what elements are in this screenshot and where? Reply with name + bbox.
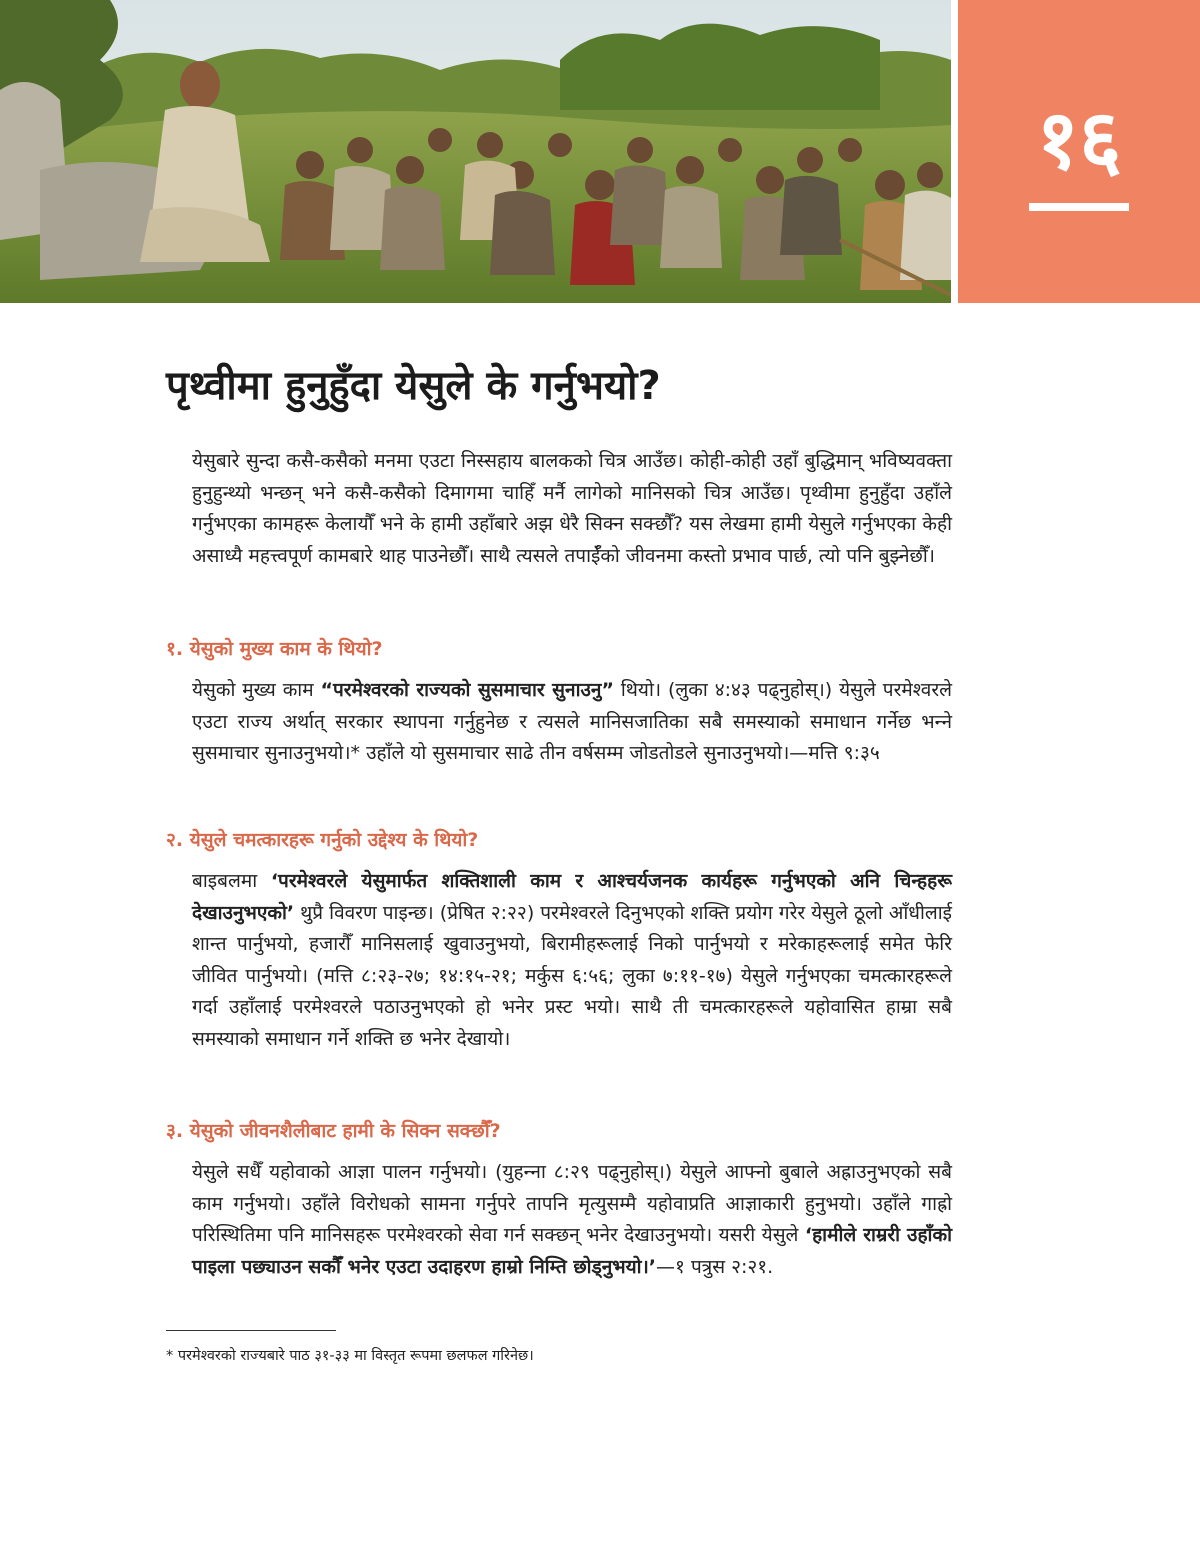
paragraph-text: येसुले सधैँ यहोवाको आज्ञा पालन गर्नुभयो। (युहन्‍ना ८:२९ पढ्नुहोस्।) येसुले आफ्नो बुबाले अह्राउनुभएको सबै काम गर्नुभयो। उहाँले विरोधको सामना गर्नुपरे तापनि मृत्युसम्मै यहोवाप्रति आज्ञाकारी हुनुभयो। उहाँले गाह्रो परिस्थितिमा पनि मानिसहरू परमेश्‍वरको सेवा गर्न सक्छन् भनेर देखाउनुभयो। यसरी येसुले	[192, 1161, 952, 1246]
paragraph-text: बाइबलमा	[192, 870, 271, 892]
intro-paragraph: येसुबारे सुन्दा कसै-कसैको मनमा एउटा निस्सहाय बालकको चित्र आउँछ। कोही-कोही उहाँ बुद्धिमान् भविष्यवक्ता हुनुहुन्थ्यो भन्छन् भने कसै-कसैको दिमागमा चाहिँ मर्नै लागेको मानिसको चित्र आउँछ। पृथ्वीमा हुनुहुँदा उहाँले गर्नुभएका कामहरू केलायौँ भने के हामी उहाँबारे अझ धेरै सिक्न सक्छौँ? यस लेखमा हामी येसुले गर्नुभएका केही असाध्यै महत्त्वपूर्ण कामबारे थाह पाउनेछौँ। साथै त्यसले तपाईँको जीवनमा कस्तो प्रभाव पार्छ, त्यो पनि बुझ्नेछौँ।	[192, 450, 952, 567]
lesson-badge	[958, 0, 1200, 303]
section-paragraph-3	[192, 1157, 952, 1283]
question-heading-2: २. येसुले चमत्कारहरू गर्नुको उद्देश्‍य के थियो?	[166, 829, 479, 851]
paragraph-text: येसुको मुख्य काम	[192, 679, 321, 701]
lesson-underline	[1029, 203, 1129, 211]
hero-scene	[0, 0, 951, 303]
paragraph-text: —१ पत्रुस २:२१.	[656, 1255, 774, 1278]
question-heading-3: ३. येसुको जीवनशैलीबाट हामी के सिक्न सक्छौँ?	[166, 1120, 501, 1142]
paragraph-text: थियो। (लुका ४:४३ पढ्नुहोस्।) येसुले परमेश्‍वरले एउटा राज्य अर्थात् सरकार स्थापना गर्नुहुनेछ र त्यसले मानिसजातिका सबै समस्याको समाधान गर्नेछ भन्‍ने सुसमाचार सुनाउनुभयो।* उहाँले यो सुसमाचार साढे तीन वर्षसम्म जोडतोडले सुनाउनुभयो।—मत्ति ९:३५	[192, 679, 952, 764]
quoted-text: ‘परमेश्‍वरले येसुमार्फत शक्तिशाली काम र आश्‍चर्यजनक कार्यहरू गर्नुभएको अनि चिन्हहरू देखाउनुभएको’	[192, 870, 952, 924]
hero-illustration	[0, 0, 951, 303]
footnote-divider	[166, 1330, 336, 1331]
section-paragraph-2	[192, 866, 952, 1055]
question-heading-1: १. येसुको मुख्य काम के थियो?	[166, 638, 383, 660]
quoted-text: “परमेश्‍वरको राज्यको सुसमाचार सुनाउनु”	[320, 679, 614, 701]
lesson-number: १६	[1036, 93, 1122, 188]
section-paragraph-1	[192, 675, 952, 770]
page-title: पृथ्वीमा हुनुहुँदा येसुले के गर्नुभयो?	[166, 363, 661, 409]
quoted-text: ‘हामीले राम्ररी उहाँको पाइला पछ्याउन सकौँ भनेर एउटा उदाहरण हाम्रो निम्ति छोड्नुभयो।’	[192, 1224, 952, 1278]
footnote: * परमेश्‍वरको राज्यबारे पाठ ३१-३३ मा विस्तृत रूपमा छलफल गरिनेछ।	[166, 1348, 534, 1364]
paragraph-text: थुप्रै विवरण पाइन्छ। (प्रेषित २:२२) परमेश्‍वरले दिनुभएको शक्ति प्रयोग गरेर येसुले ठूलो आँधीलाई शान्त पार्नुभयो, हजारौँ मानिसलाई खुवाउनुभयो, बिरामीहरूलाई निको पार्नुभयो र मरेकाहरूलाई समेत फेरि जीवित पार्नुभयो। (मत्ति ८:२३-२७; १४:१५-२१; मर्कुस ६:५६; लुका ७:११-१७) येसुले गर्नुभएका चमत्कारहरूले गर्दा उहाँलाई परमेश्‍वरले पठाउनुभएको हो भनेर प्रस्ट भयो। साथै ती चमत्कारहरूले यहोवासित हाम्रा सबै समस्याको समाधान गर्ने शक्ति छ भनेर देखायो।	[192, 901, 952, 1050]
